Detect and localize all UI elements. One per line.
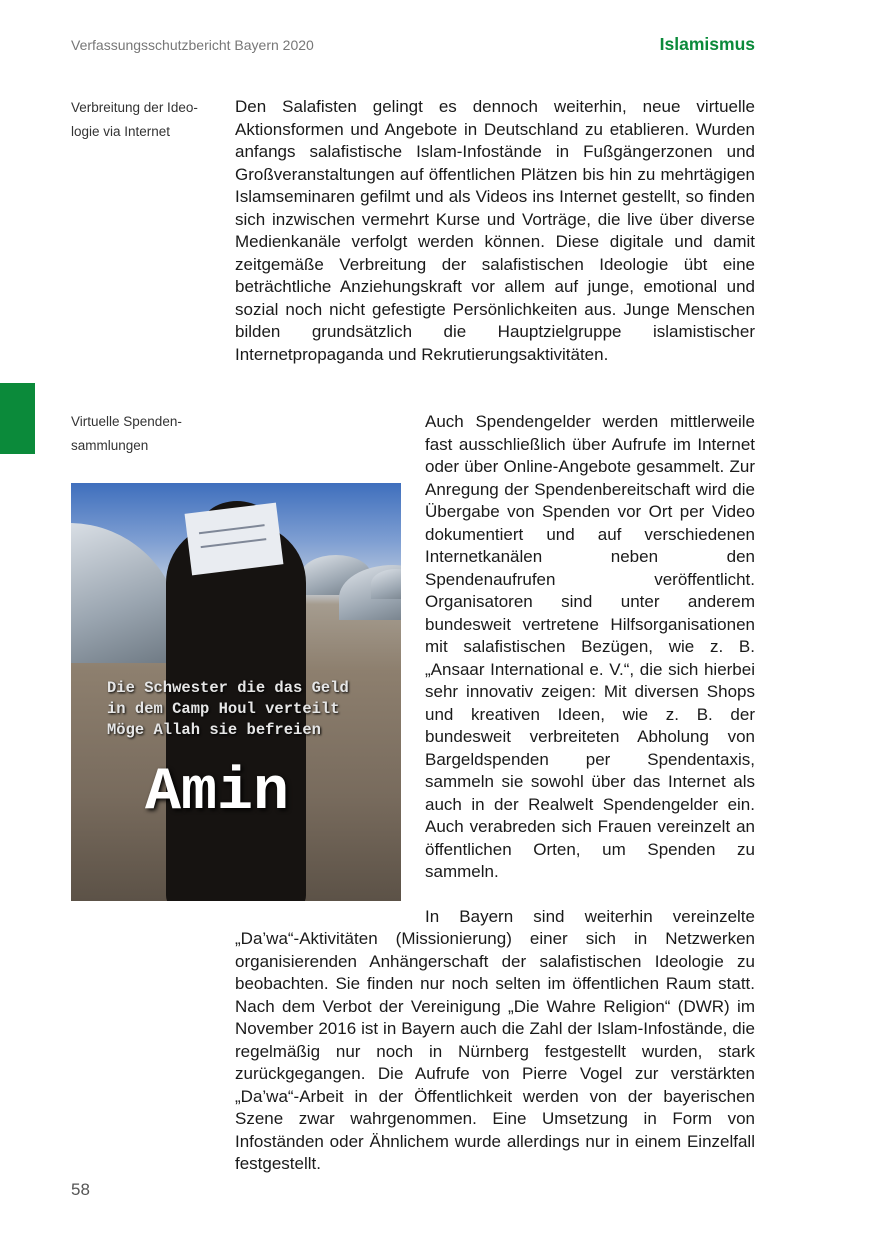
margin-note-donations: Virtuelle Spenden- sammlungen bbox=[71, 414, 182, 453]
photo-overlay-amin: Amin bbox=[145, 759, 290, 827]
running-header-title: Verfassungsschutzbericht Bayern 2020 bbox=[71, 37, 314, 53]
margin-note-internet: Verbreitung der Ideo- logie via Internet bbox=[71, 100, 198, 139]
handwritten-sign bbox=[185, 503, 284, 576]
paragraph-virtual-donations: Auch Spendengelder werden mittlerweile fast ausschließlich über Aufrufe im Internet oder über Online-Angebote gesammelt. Zur Anregung der Spendenbereitschaft wird die Übergabe von Spenden vor Ort per Video dokumentiert und auf verschiedenen Internetkanälen neben den Spendenaufrufen veröffentlicht. Organisatoren sind unter anderem bundesweit vertretene Hilfsorganisationen mit salafistischen Bezügen, wie z. B. „Ansaar International e. V.“, die sich hierbei sehr innovativ zeigen: Mit diversen Shops und kreativen Ideen, wie z. B. der bundesweit verbreiteten Abholung von Bargeldspenden per Spendentaxis, sammeln sie sowohl über das Internet als auch in der Realwelt Spendengelder ein. Auch verabreden sich Frauen vereinzelt an öffentlichen Orten, um Spenden zu sammeln. bbox=[425, 412, 755, 881]
page-number: 58 bbox=[71, 1180, 90, 1199]
tent-shape bbox=[71, 523, 181, 663]
chapter-tab-marker bbox=[0, 383, 35, 454]
paragraph-internet-ideology: Den Salafisten gelingt es dennoch weiterhin, neue virtuelle Aktionsformen und Angebote in Deutschland zu etablieren. Wurden anfangs salafistische Islam-Infostände in Fußgängerzonen und Großveranstaltungen auf öffentlichen Plätzen bis hin zu mehrtägigen Islamseminaren gefilmt und als Videos ins Internet gestellt, so finden sich inzwischen vermehrt Kurse und Vorträge, die live über diverse Medienkanäle verfolgt werden können. Diese digitale und damit zeitgemäße Verbreitung der salafistischen Ideologie übt eine beträchtliche Anziehungskraft vor allem auf junge, emotional und sozial noch nicht gefestigte Persönlichkeiten aus. Junge Menschen bilden grundsätzlich die Hauptzielgruppe islamistischer Internetpropaganda und Rekrutierungsaktivitäten. bbox=[235, 97, 755, 364]
paragraph-dawa-activities: In Bayern sind weiterhin vereinzelte „Da’wa“-Aktivitäten (Missionierung) einer sich in Netzwerken organisierenden Anhängerschaft der salafistischen Ideologie zu beobachten. Sie finden nur noch selten im öffentlichen Raum statt. Nach dem Verbot der Vereinigung „Die Wahre Religion“ (DWR) im November 2016 ist in Bayern auch die Zahl der Islam-Infostände, die regelmäßig nur noch in Nürnberg festgestellt wurden, stark zurückgegangen. Die Aufrufe von Pierre Vogel zur verstärkten „Da’wa“-Arbeit in der Öffentlichkeit werden von der bayerischen Szene zwar wahrgenommen. Eine Umsetzung in Form von Infoständen oder Ähnlichem wurde allerdings nur in einem Einzelfall festgestellt. bbox=[235, 906, 755, 1173]
photo-overlay-caption: Die Schwester die das Geld in dem Camp Houl verteilt Möge Allah sie befreien bbox=[107, 679, 349, 739]
propaganda-photo bbox=[71, 483, 401, 901]
running-header-section: Islamismus bbox=[659, 34, 755, 54]
